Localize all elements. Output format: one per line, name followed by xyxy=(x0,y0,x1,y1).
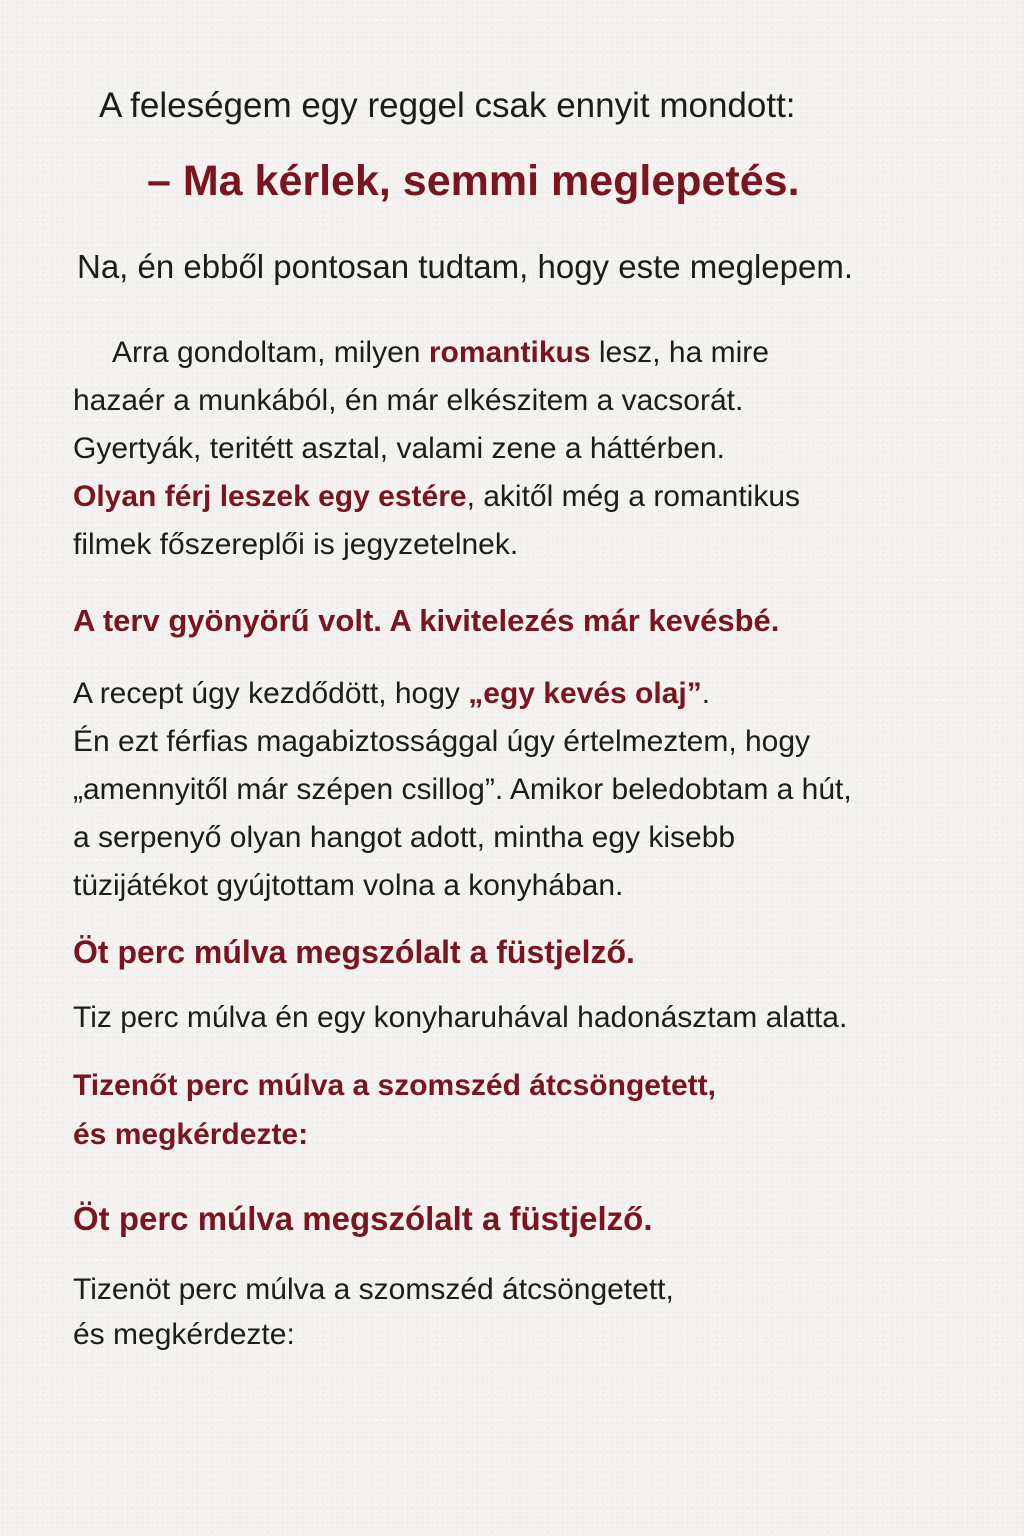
highlight-husband: Olyan férj leszek egy estére xyxy=(73,480,467,513)
paragraph2-line1 xyxy=(73,679,710,709)
wife-quote: – Ma kérlek, semmi meglepetés. xyxy=(147,157,800,205)
neighbor-dark-line2: és megkérdezte: xyxy=(73,1318,295,1351)
paragraph2-line3: „amennyitől már szépen csillog”. Amikor beledobtam a hút, xyxy=(73,773,852,806)
paragraph1-line4-rest: , akitől még a romantikus xyxy=(466,480,801,513)
husband-reply: Na, én ebből pontosan tudtam, hogy este meglepem. xyxy=(77,248,853,285)
paragraph2-line1-text: A recept úgy kezdődött, hogy xyxy=(73,677,469,710)
neighbor-red-line2: és megkérdezte: xyxy=(73,1118,309,1151)
smoke-alarm-heading-1: Öt perc múlva megszólalt a füstjelző. xyxy=(73,934,635,970)
paragraph2-line5: tüzijátékot gyújtottam volna a konyhában. xyxy=(73,869,624,902)
paragraph2-line1-rest: . xyxy=(701,677,711,710)
smoke-alarm-heading-2: Öt perc múlva megszólalt a füstjelző. xyxy=(73,1200,653,1237)
paragraph2-line2: Én ezt férfias magabiztossággal úgy értelmeztem, hogy xyxy=(73,725,811,758)
paragraph1-line1 xyxy=(112,338,769,368)
plan-heading: A terv gyönyörű volt. A kivitelezés már kevésbé. xyxy=(73,603,780,638)
paragraph1-line1-rest: lesz, ha mire xyxy=(590,336,769,369)
neighbor-red-line1: Tizenőt perc múlva a szomszéd átcsöngetett, xyxy=(73,1069,716,1102)
paragraph1-line4 xyxy=(73,482,800,512)
ten-minutes-line: Tiz perc múlva én egy konyharuhával hadonásztam alatta. xyxy=(73,1001,848,1034)
paragraph1-line5: filmek főszereplői is jegyzetelnek. xyxy=(73,528,519,561)
paragraph1-line1-text: Arra gondoltam, milyen xyxy=(112,336,429,369)
paragraph2-line4: a serpenyő olyan hangot adott, mintha egy kisebb xyxy=(73,821,736,854)
highlight-oil: „egy kevés olaj” xyxy=(468,677,702,710)
highlight-romantikus: romantikus xyxy=(428,336,591,369)
paragraph1-line3: Gyertyák, teritétt asztal, valami zene a háttérben. xyxy=(73,432,725,465)
paragraph1-line2: hazaér a munkából, én már elkészitem a vacsorát. xyxy=(73,384,744,417)
neighbor-dark-line1: Tizenöt perc múlva a szomszéd átcsöngetett, xyxy=(73,1273,674,1306)
opening-line: A feleségem egy reggel csak ennyit mondott: xyxy=(99,86,796,125)
